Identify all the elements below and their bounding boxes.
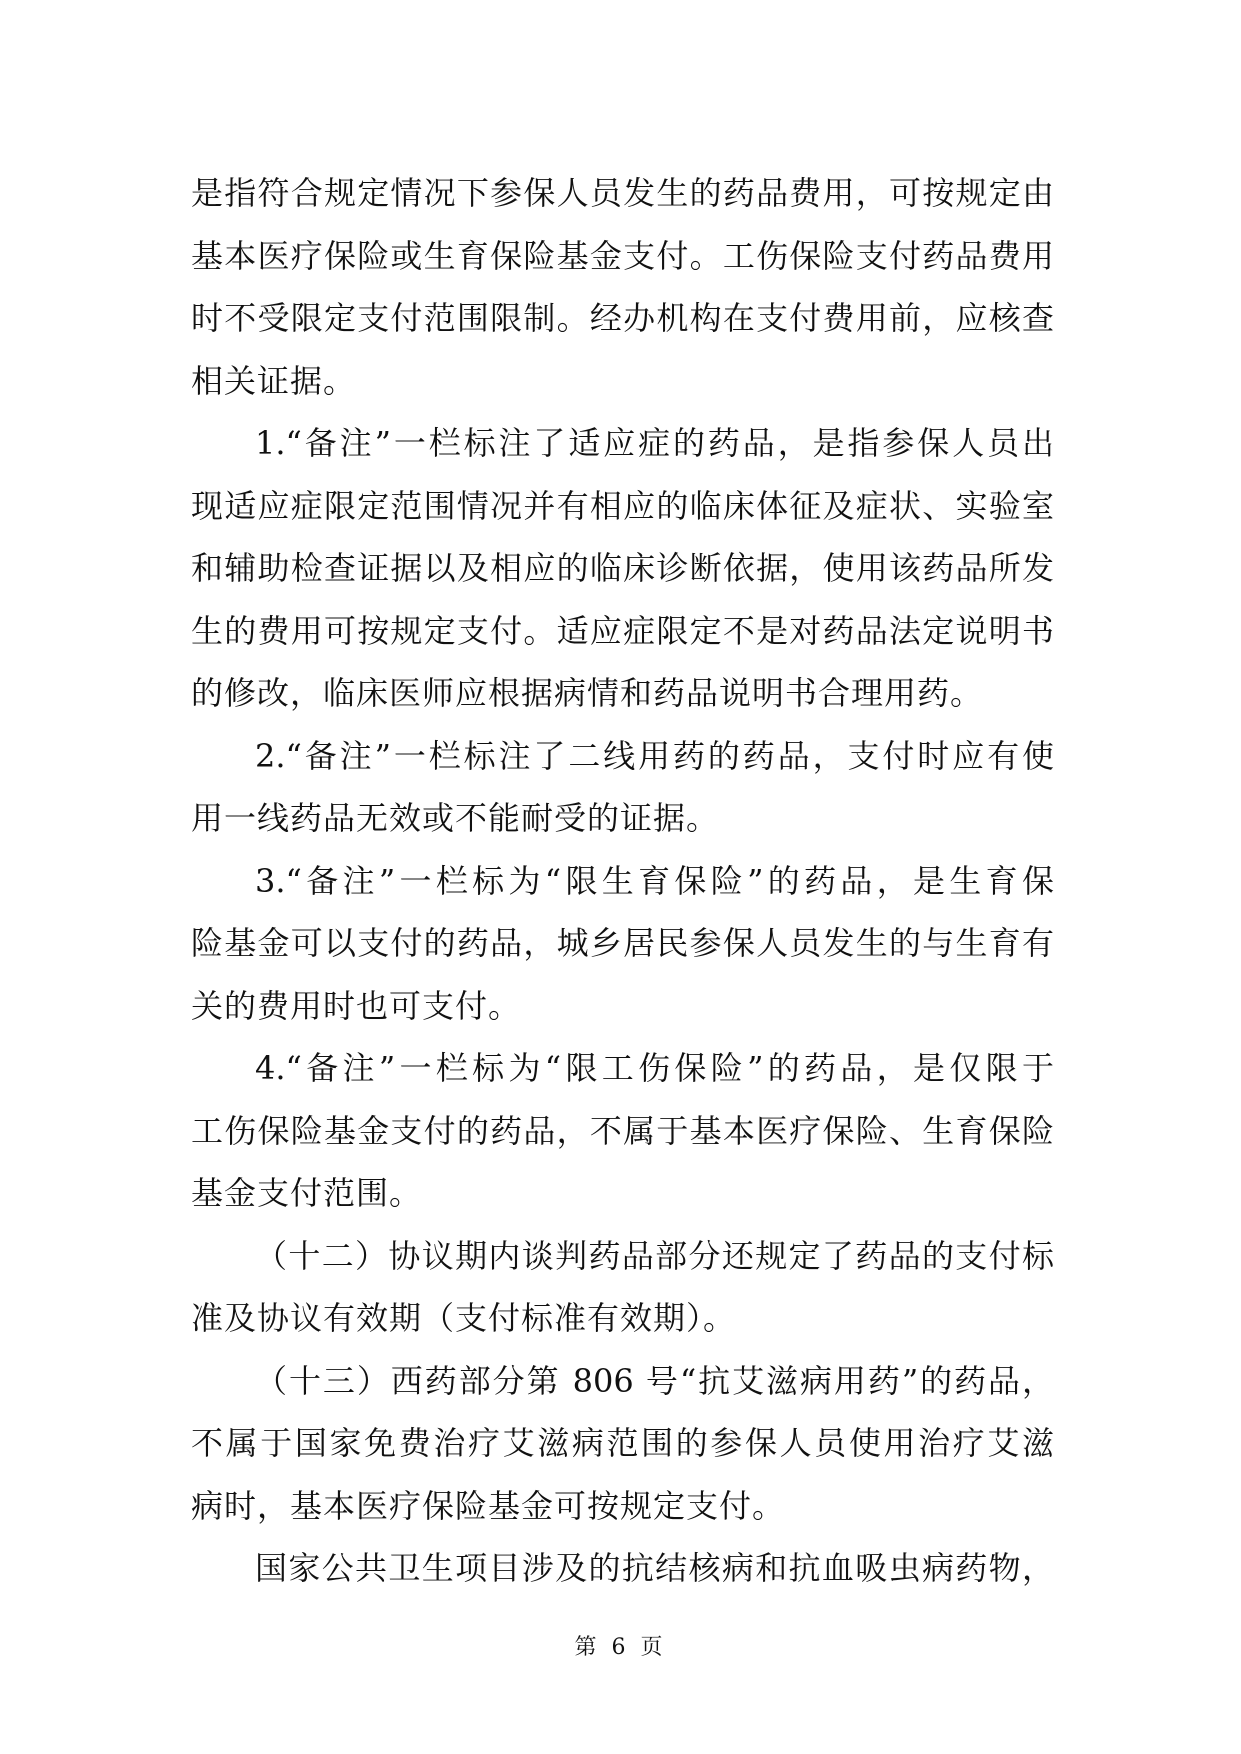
text-line: 基金支付范围。 — [191, 1174, 423, 1212]
text-line: 基本医疗保险或生育保险基金支付。工伤保险支付药品费用 — [191, 236, 1054, 275]
text-line: 国家公共卫生项目涉及的抗结核病和抗血吸虫病药物， — [255, 1549, 1054, 1587]
text-line: 2.“备注”一栏标注了二线用药的药品，支付时应有使 — [255, 736, 1054, 775]
text-line: 1.“备注”一栏标注了适应症的药品，是指参保人员出 — [255, 424, 1054, 462]
page-number: 第 6 页 — [574, 1635, 667, 1660]
text-line: 和辅助检查证据以及相应的临床诊断依据，使用该药品所发 — [191, 549, 1054, 587]
text-line: 相关证据。 — [191, 361, 357, 400]
text-line: 险基金可以支付的药品，城乡居民参保人员发生的与生育有 — [191, 924, 1054, 962]
text-line: 的修改，临床医师应根据病情和药品说明书合理用药。 — [191, 674, 984, 712]
text-line: 现适应症限定范围情况并有相应的临床体征及症状、实验室 — [191, 486, 1054, 525]
text-line: （十三）西药部分第 806 号“抗艾滋病用药”的药品， — [255, 1361, 1054, 1400]
text-line: 3.“备注”一栏标为“限生育保险”的药品，是生育保 — [255, 861, 1054, 900]
text-line: 用一线药品无效或不能耐受的证据。 — [191, 799, 720, 837]
text-line: 不属于国家免费治疗艾滋病范围的参保人员使用治疗艾滋 — [191, 1424, 1054, 1462]
text-line: 生的费用可按规定支付。适应症限定不是对药品法定说明书 — [191, 611, 1054, 650]
text-line: （十二）协议期内谈判药品部分还规定了药品的支付标 — [255, 1236, 1054, 1275]
text-line: 是指符合规定情况下参保人员发生的药品费用，可按规定由 — [191, 174, 1054, 212]
text-line: 4.“备注”一栏标为“限工伤保险”的药品，是仅限于 — [255, 1049, 1054, 1087]
text-line: 工伤保险基金支付的药品，不属于基本医疗保险、生育保险 — [191, 1111, 1054, 1150]
text-line: 时不受限定支付范围限制。经办机构在支付费用前，应核查 — [191, 299, 1054, 337]
text-line: 病时，基本医疗保险基金可按规定支付。 — [191, 1486, 786, 1525]
text-line: 关的费用时也可支付。 — [191, 986, 522, 1025]
text-line: 准及协议有效期（支付标准有效期）。 — [191, 1299, 737, 1337]
